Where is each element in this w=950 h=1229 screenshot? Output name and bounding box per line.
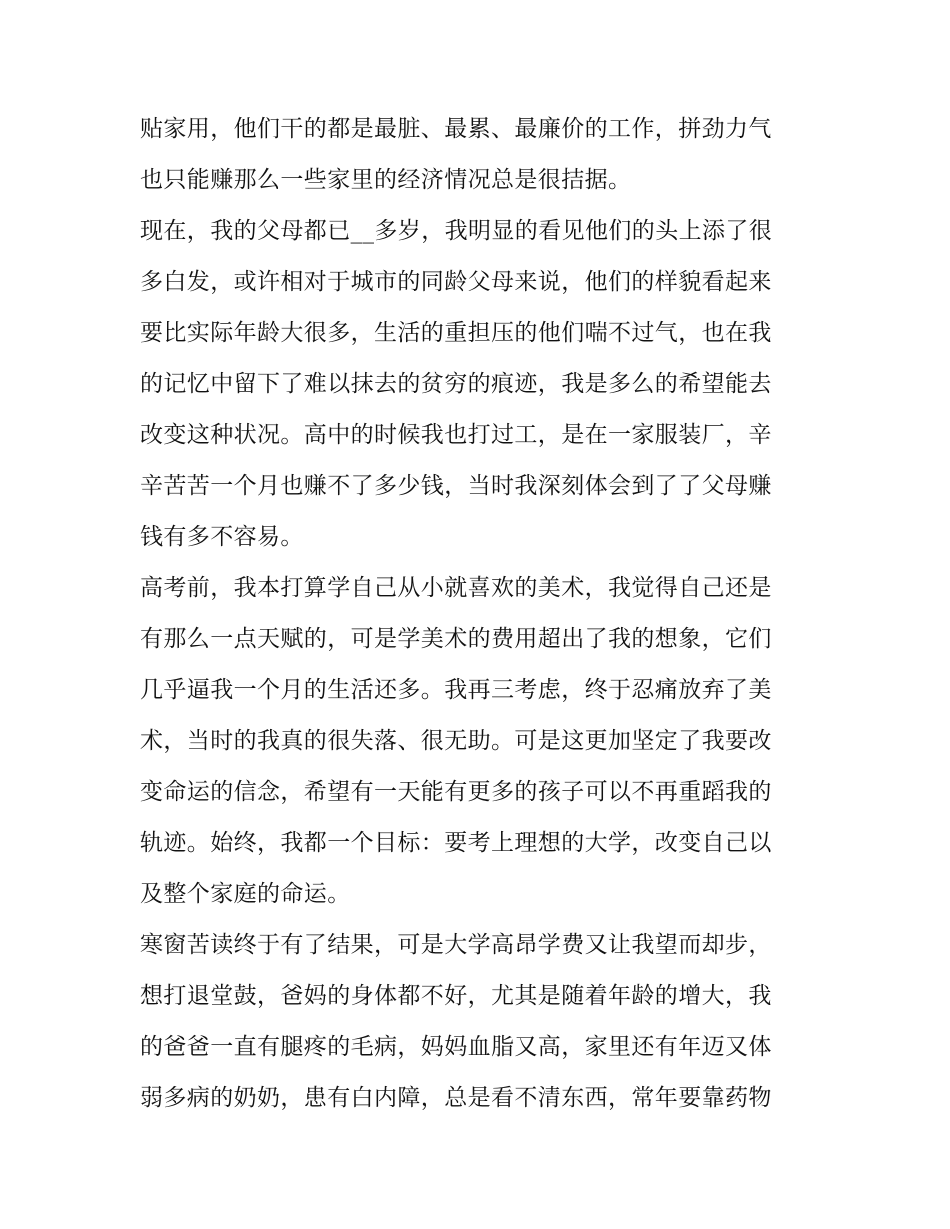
text-line: 多白发，或许相对于城市的同龄父母来说，他们的样貌看起来 — [140, 269, 772, 295]
text-line: 及整个家庭的命运。 — [140, 881, 351, 907]
text-line: 几乎逼我一个月的生活还多。我再三考虑，终于忍痛放弃了美 — [140, 677, 772, 703]
text-line: 现在，我的父母都已__多岁，我明显的看见他们的头上添了很 — [140, 218, 773, 244]
text-line: 寒窗苦读终于有了结果，可是大学高昂学费又让我望而却步， — [140, 932, 772, 958]
text-line: 钱有多不容易。 — [140, 524, 304, 550]
text-line: 轨迹。始终，我都一个目标：要考上理想的大学，改变自己以 — [140, 830, 772, 856]
text-line: 改变这种状况。高中的时候我也打过工，是在一家服装厂，辛 — [140, 422, 772, 448]
text-line: 想打退堂鼓，爸妈的身体都不好，尤其是随着年龄的增大，我 — [140, 983, 772, 1009]
text-line: 有那么一点天赋的，可是学美术的费用超出了我的想象，它们 — [140, 626, 772, 652]
text-line: 弱多病的奶奶，患有白内障，总是看不清东西，常年要靠药物 — [140, 1085, 772, 1111]
document-body — [140, 104, 820, 1124]
text-line: 术，当时的我真的很失落、很无助。可是这更加坚定了我要改 — [140, 728, 772, 754]
text-line: 贴家用，他们干的都是最脏、最累、最廉价的工作，拼劲力气 — [140, 116, 772, 142]
text-line: 的爸爸一直有腿疼的毛病，妈妈血脂又高，家里还有年迈又体 — [140, 1034, 772, 1060]
text-line: 也只能赚那么一些家里的经济情况总是很拮据。 — [140, 167, 632, 193]
text-line: 辛苦苦一个月也赚不了多少钱，当时我深刻体会到了了父母赚 — [140, 473, 772, 499]
text-line: 要比实际年龄大很多，生活的重担压的他们喘不过气，也在我 — [140, 320, 772, 346]
text-line: 变命运的信念，希望有一天能有更多的孩子可以不再重蹈我的 — [140, 779, 772, 805]
text-line: 高考前，我本打算学自己从小就喜欢的美术，我觉得自己还是 — [140, 575, 772, 601]
text-line: 的记忆中留下了难以抹去的贫穷的痕迹，我是多么的希望能去 — [140, 371, 772, 397]
